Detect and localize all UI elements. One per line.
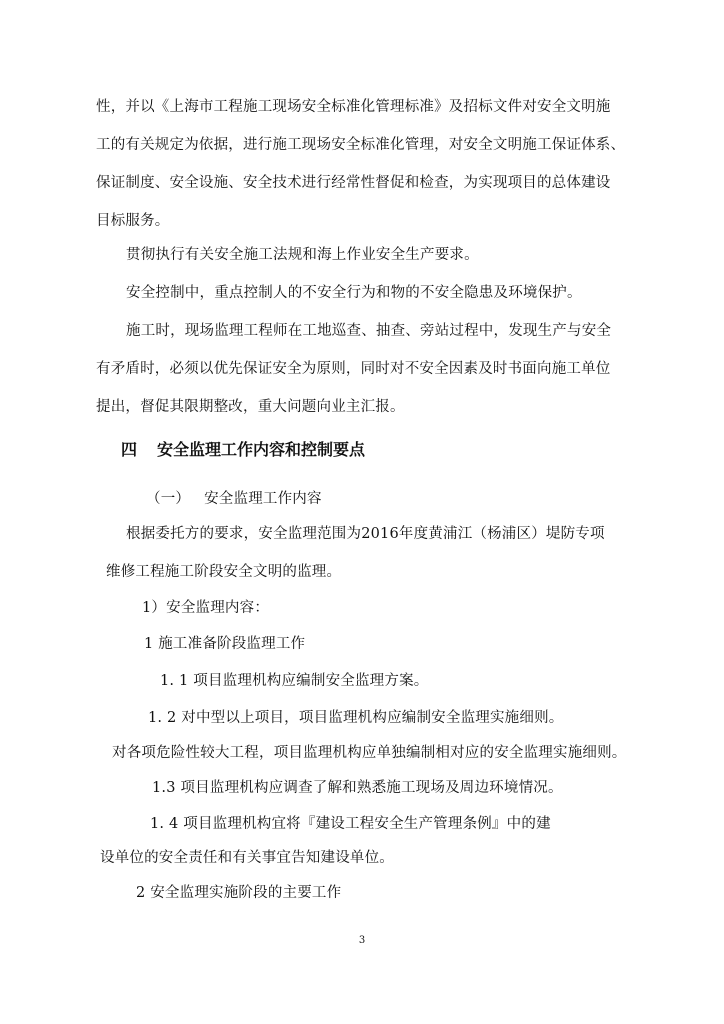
list-item-continuation: 设单位的安全责任和有关事宜告知建设单位。 (100, 850, 394, 866)
paragraph-line: 性，并以《上海市工程施工现场安全标准化管理标准》及招标文件对安全文明施 (96, 99, 611, 115)
list-item: 1. 1 项目监理机构应编制安全监理方案。 (160, 673, 429, 689)
paragraph-line: 有矛盾时，必须以优先保证安全为原则，同时对不安全因素及时书面向施工单位 (96, 361, 611, 377)
subsection-heading (146, 489, 322, 509)
list-item-continuation: 对各项危险性较大工程，项目监理机构应单独编制相对应的安全监理实施细则。 (112, 745, 627, 761)
list-item: 1. 4 项目监理机构宜将『建设工程安全生产管理条例』中的建 (150, 816, 551, 832)
page-number: 3 (358, 935, 366, 946)
paragraph-line: 维修工程施工阶段安全文明的监理。 (106, 564, 342, 580)
list-heading: 1）安全监理内容： (142, 600, 270, 616)
paragraph-line: 目标服务。 (96, 213, 170, 229)
section-number: 四 (121, 440, 138, 459)
paragraph-line: 工的有关规定为依据，进行施工现场安全标准化管理，对安全文明施工保证体系、 (96, 137, 626, 153)
paragraph-line: 贯彻执行有关安全施工法规和海上作业安全生产要求。 (126, 247, 479, 263)
paragraph-line: 保证制度、安全设施、安全技术进行经常性督促和检查，为实现项目的总体建设 (96, 175, 611, 191)
subsection-label: （一） (146, 491, 191, 507)
section-heading (121, 439, 365, 461)
paragraph-line: 安全控制中，重点控制人的不安全行为和物的不安全隐患及环境保护。 (126, 285, 582, 301)
paragraph-line: 施工时，现场监理工程师在工地巡查、抽查、旁站过程中，发现生产与安全 (126, 323, 612, 339)
section-title: 安全监理工作内容和控制要点 (157, 440, 366, 459)
stage-title: 1 施工准备阶段监理工作 (144, 636, 306, 652)
list-item: 1. 2 对中型以上项目，项目监理机构应编制安全监理实施细则。 (148, 710, 564, 726)
paragraph-line: 根据委托方的要求，安全监理范围为2016年度黄浦江（杨浦区）堤防专项 (126, 526, 605, 542)
subsection-title: 安全监理工作内容 (204, 491, 322, 507)
paragraph-line: 提出，督促其限期整改，重大问题向业主汇报。 (96, 399, 405, 415)
list-item: 1.3 项目监理机构应调查了解和熟悉施工现场及周边环境情况。 (152, 780, 563, 796)
stage-title: 2 安全监理实施阶段的主要工作 (136, 885, 342, 901)
